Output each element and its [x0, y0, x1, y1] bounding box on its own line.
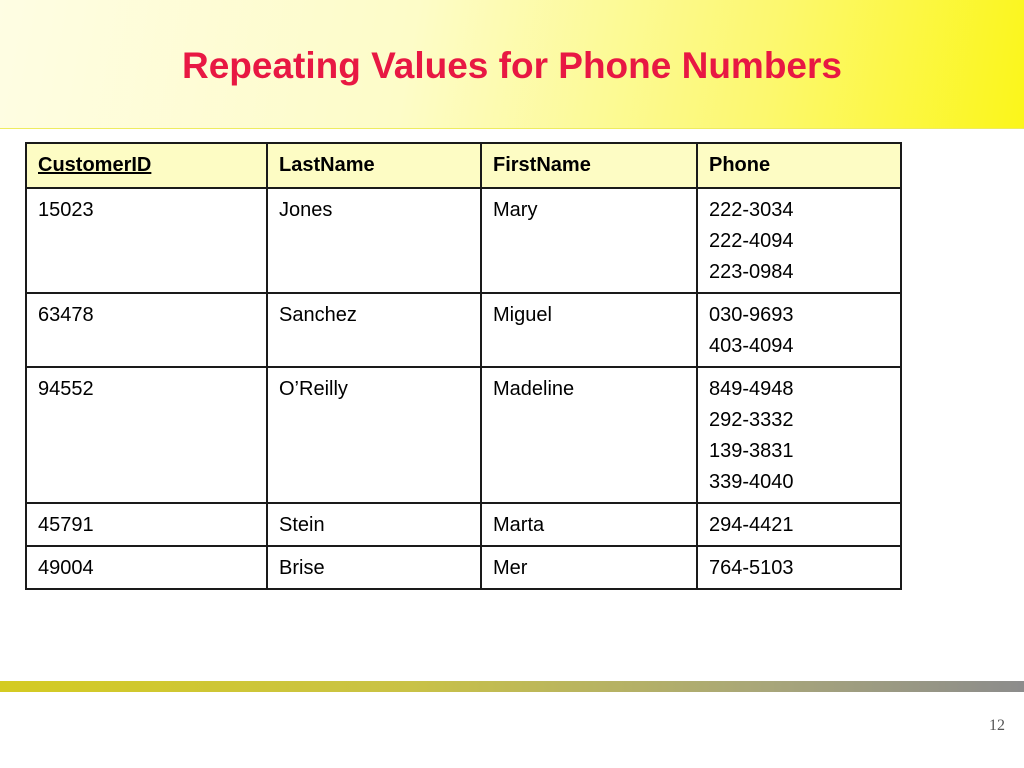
phone-number: 764-5103 [709, 557, 794, 579]
cell-lastname: Jones [267, 188, 481, 293]
header-customerid-label: CustomerID [38, 154, 152, 176]
cell-firstname: Mer [481, 546, 697, 589]
cell-phone [697, 367, 901, 503]
table-row [26, 293, 901, 367]
header-phone: Phone [697, 143, 901, 188]
cell-phone [697, 188, 901, 293]
table-header-row [26, 143, 901, 188]
cell-firstname: Miguel [481, 293, 697, 367]
customer-phone-table [25, 142, 902, 590]
table-row [26, 188, 901, 293]
phone-number: 339-4040 [709, 471, 794, 493]
phone-number: 222-3034 [709, 199, 794, 221]
page-number: 12 [989, 717, 1005, 734]
slide-title: Repeating Values for Phone Numbers [182, 45, 842, 86]
table-row [26, 367, 901, 503]
cell-phone [697, 503, 901, 546]
cell-customerid: 94552 [26, 367, 267, 503]
cell-customerid: 49004 [26, 546, 267, 589]
header-firstname: FirstName [481, 143, 697, 188]
header-customerid [26, 143, 267, 188]
phone-number: 849-4948 [709, 378, 794, 400]
cell-firstname: Marta [481, 503, 697, 546]
table-row [26, 546, 901, 589]
cell-firstname: Mary [481, 188, 697, 293]
cell-customerid: 15023 [26, 188, 267, 293]
phone-number: 292-3332 [709, 409, 794, 431]
footer-bar [0, 681, 1024, 692]
cell-lastname: Sanchez [267, 293, 481, 367]
cell-phone [697, 546, 901, 589]
cell-customerid: 63478 [26, 293, 267, 367]
phone-number: 030-9693 [709, 304, 794, 326]
cell-customerid: 45791 [26, 503, 267, 546]
cell-firstname: Madeline [481, 367, 697, 503]
phone-number: 139-3831 [709, 440, 794, 462]
cell-lastname: O’Reilly [267, 367, 481, 503]
phone-number: 403-4094 [709, 335, 794, 357]
phone-number: 222-4094 [709, 230, 794, 252]
phone-number: 223-0984 [709, 261, 794, 283]
cell-lastname: Stein [267, 503, 481, 546]
cell-phone [697, 293, 901, 367]
table-row [26, 503, 901, 546]
header-lastname: LastName [267, 143, 481, 188]
phone-number: 294-4421 [709, 514, 794, 536]
cell-lastname: Brise [267, 546, 481, 589]
